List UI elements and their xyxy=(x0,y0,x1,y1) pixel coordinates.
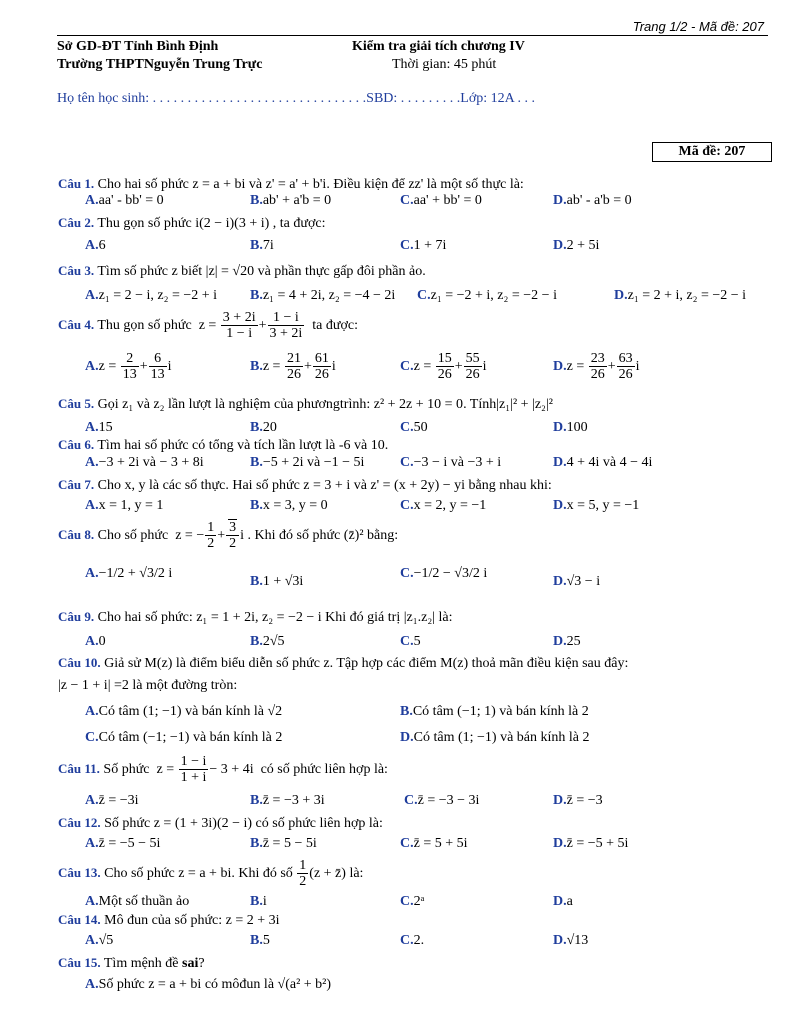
q13-option-d[interactable]: D.a xyxy=(553,894,573,909)
q11-option-c[interactable]: C.z̄ = −3 − 3i xyxy=(404,793,480,808)
q9-option-b[interactable]: B.2√5 xyxy=(250,634,285,649)
q14-option-a[interactable]: A.√5 xyxy=(85,933,114,948)
question-13: Câu 13. Cho số phức z = a + bi. Khi đó số $\frac{1}{2}$ (z + z̄) là: xyxy=(58,858,364,890)
question-8: Câu 8. Cho số phức z = − $\frac{1}{2}$ + $\frac{3}{2}$ i . Khi đó số phức (z̄)² bằng: xyxy=(58,520,399,552)
q10-option-a[interactable]: A.Có tâm (1; −1) và bán kính là √2 xyxy=(85,704,283,719)
q13-option-a[interactable]: A.Một số thuần ảo xyxy=(85,894,190,909)
q14-option-b[interactable]: B.5 xyxy=(250,933,270,948)
question-6: Câu 6. Tìm hai số phức có tổng và tích lần lượt là -6 và 10. xyxy=(58,437,389,453)
q4-option-b[interactable]: B.z = $\frac{21}{26}$ + $\frac{61}{26}$ i xyxy=(250,351,336,383)
q14-option-d[interactable]: D.√13 xyxy=(553,933,589,948)
question-14: Câu 14. Mô đun của số phức: z = 2 + 3i xyxy=(58,912,280,928)
q6-option-a[interactable]: A.−3 + 2i và − 3 + 8i xyxy=(85,455,204,470)
q3-option-c[interactable]: C.z₁ = −2 + i, z₂ = −2 − i xyxy=(417,288,557,303)
q2-option-b[interactable]: B.7i xyxy=(250,238,274,253)
q6-option-c[interactable]: C.−3 − i và −3 + i xyxy=(400,455,502,470)
q10-option-b[interactable]: B.Có tâm (−1; 1) và bán kính là 2 xyxy=(400,704,589,719)
question-5: Câu 5. Gọi z₁ và z₂ lần lượt là nghiệm của phươngtrình: z² + 2z + 10 = 0. Tính|z₁|² + |z₂|² xyxy=(58,396,553,412)
q3-option-b[interactable]: B.z₁ = 4 + 2i, z₂ = −4 − 2i xyxy=(250,288,396,303)
q10-option-c[interactable]: C.Có tâm (−1; −1) và bán kính là 2 xyxy=(85,730,283,745)
q12-option-d[interactable]: D.z̄ = −5 + 5i xyxy=(553,836,629,851)
q1-option-b[interactable]: B.ab' + a'b = 0 xyxy=(250,193,332,208)
q14-option-c[interactable]: C.2. xyxy=(400,933,425,948)
q1-option-c[interactable]: C.aa' + bb' = 0 xyxy=(400,193,482,208)
q4-fraction-2: $\frac{1 - i}{3 + 2i}$ xyxy=(269,310,303,342)
q6-option-d[interactable]: D.4 + 4i và 4 − 4i xyxy=(553,455,653,470)
q2-option-c[interactable]: C.1 + 7i xyxy=(400,238,447,253)
q11-option-d[interactable]: D.z̄ = −3 xyxy=(553,793,603,808)
question-15: Câu 15. Tìm mệnh đề sai? xyxy=(58,955,205,971)
q5-option-c[interactable]: C.50 xyxy=(400,420,428,435)
q4-option-d[interactable]: D.z = $\frac{23}{26}$ + $\frac{63}{26}$ i xyxy=(553,351,640,383)
q7-option-d[interactable]: D.x = 5, y = −1 xyxy=(553,498,640,513)
q9-option-a[interactable]: A.0 xyxy=(85,634,106,649)
question-3: Câu 3. Tìm số phức z biết |z| = √20 và phần thực gấp đôi phần ảo. xyxy=(58,263,426,279)
exam-code-box: Mã đề: 207 xyxy=(652,142,772,162)
question-2: Câu 2. Thu gọn số phức i(2 − i)(3 + i) , ta được: xyxy=(58,215,326,231)
q2-option-a[interactable]: A.6 xyxy=(85,238,106,253)
q13-option-b[interactable]: B.i xyxy=(250,894,267,909)
q12-option-a[interactable]: A.z̄ = −5 − 5i xyxy=(85,836,161,851)
q11-option-a[interactable]: A.z̄ = −3i xyxy=(85,793,139,808)
q8-option-b[interactable]: B.1 + √3i xyxy=(250,574,304,589)
q5-option-d[interactable]: D.100 xyxy=(553,420,588,435)
student-info-line: Họ tên học sinh: . . . . . . . . . . . . . . . . . . . . . . . . . . . . . . .SBD: . . . . . . . . .Lớp: 12A . . . xyxy=(57,91,535,106)
exam-title: Kiểm tra giải tích chương IV xyxy=(352,39,525,54)
q4-option-c[interactable]: C.z = $\frac{15}{26}$ + $\frac{55}{26}$ i xyxy=(400,351,487,383)
q7-option-a[interactable]: A.x = 1, y = 1 xyxy=(85,498,164,513)
q1-option-a[interactable]: A.aa' - bb' = 0 xyxy=(85,193,164,208)
q8-option-d[interactable]: D.√3 − i xyxy=(553,574,601,589)
header-rule xyxy=(57,35,768,36)
q1-option-d[interactable]: D.ab' - a'b = 0 xyxy=(553,193,632,208)
q6-option-b[interactable]: B.−5 + 2i và −1 − 5i xyxy=(250,455,365,470)
question-7: Câu 7. Cho x, y là các số thực. Hai số phức z = 3 + i và z' = (x + 2y) − yi bằng nhau khi: xyxy=(58,477,552,493)
question-10-line2: |z − 1 + i| =2 là một đường tròn: xyxy=(58,678,238,693)
dept-name: Sở GD-ĐT Tỉnh Bình Định xyxy=(57,39,219,54)
q3-option-a[interactable]: A.z₁ = 2 − i, z₂ = −2 + i xyxy=(85,288,218,303)
question-12: Câu 12. Số phức z = (1 + 3i)(2 − i) có số phức liên hợp là: xyxy=(58,815,383,831)
q9-option-c[interactable]: C.5 xyxy=(400,634,421,649)
page-header: Trang 1/2 - Mã đề: 207 xyxy=(632,19,764,34)
q3-option-d[interactable]: D.z₁ = 2 + i, z₂ = −2 − i xyxy=(614,288,747,303)
question-4: Câu 4. Thu gọn số phức z = $\frac{3 + 2i}{1 - i}$ + $\frac{1 - i}{3 + 2i}$ ta được: xyxy=(58,310,358,342)
q10-option-d[interactable]: D.Có tâm (1; −1) và bán kính là 2 xyxy=(400,730,590,745)
q15-option-a[interactable]: A.Số phức z = a + bi có môđun là √(a² + b²) xyxy=(85,977,332,992)
question-11: Câu 11. Số phức z = $\frac{1 - i}{1 + i}$ − 3 + 4i có số phức liên hợp là: xyxy=(58,754,388,786)
question-9: Câu 9. Cho hai số phức: z₁ = 1 + 2i, z₂ = −2 − i Khi đó giá trị |z₁.z₂| là: xyxy=(58,609,453,625)
q8-option-a[interactable]: A.−1/2 + √3/2 i xyxy=(85,566,173,581)
q5-option-b[interactable]: B.20 xyxy=(250,420,277,435)
q2-option-d[interactable]: D.2 + 5i xyxy=(553,238,600,253)
question-1: Câu 1. Cho hai số phức z = a + bi và z' = a' + b'i. Điều kiện để zz' là một số thực là: xyxy=(58,176,524,192)
school-name: Trường THPTNguyễn Trung Trực xyxy=(57,57,263,72)
q8-option-c[interactable]: C.−1/2 − √3/2 i xyxy=(400,566,488,581)
q12-option-c[interactable]: C.z̄ = 5 + 5i xyxy=(400,836,468,851)
q12-option-b[interactable]: B.z̄ = 5 − 5i xyxy=(250,836,317,851)
q7-option-c[interactable]: C.x = 2, y = −1 xyxy=(400,498,487,513)
question-10: Câu 10. Giả sử M(z) là điểm biểu diễn số phức z. Tập hợp các điểm M(z) thoả mãn điều kiện sau đây: xyxy=(58,655,629,671)
q7-option-b[interactable]: B.x = 3, y = 0 xyxy=(250,498,328,513)
q11-option-b[interactable]: B.z̄ = −3 + 3i xyxy=(250,793,325,808)
q13-option-c[interactable]: C.2ᵃ xyxy=(400,894,425,909)
q4-option-a[interactable]: A.z = $\frac{2}{13}$ + $\frac{6}{13}$ i xyxy=(85,351,172,383)
q4-fraction-1: $\frac{3 + 2i}{1 - i}$ xyxy=(222,310,256,342)
q9-option-d[interactable]: D.25 xyxy=(553,634,581,649)
q5-option-a[interactable]: A.15 xyxy=(85,420,113,435)
exam-time: Thời gian: 45 phút xyxy=(392,57,497,72)
